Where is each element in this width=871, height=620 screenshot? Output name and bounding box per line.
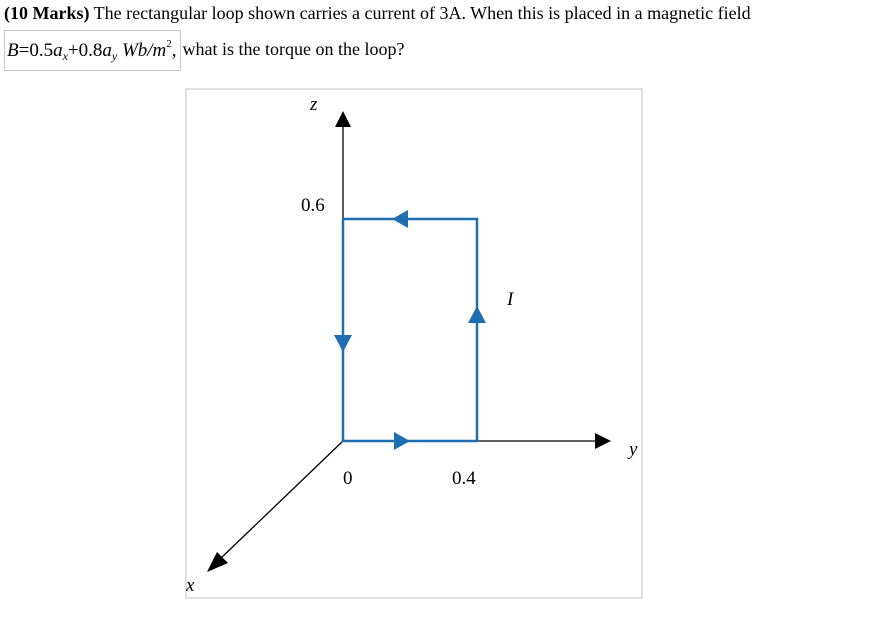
tick-label-z-0-6: 0.6	[301, 195, 325, 216]
formula-exponent: 2	[166, 38, 172, 50]
arrow-bottom-right	[394, 432, 410, 450]
current-loop	[343, 219, 477, 441]
tick-label-origin: 0	[343, 468, 353, 489]
arrow-top-left	[392, 210, 408, 228]
z-axis-label: z	[310, 94, 318, 115]
formula-plus: +0.8	[67, 40, 103, 61]
arrow-left-down	[334, 335, 352, 352]
arrow-right-up	[468, 306, 486, 323]
figure-frame	[186, 89, 642, 598]
formula-sub-x: x	[62, 49, 68, 63]
marks-label: (10 Marks)	[4, 3, 90, 23]
z-axis-arrowhead	[335, 111, 351, 127]
formula-a1: a	[53, 40, 63, 61]
y-axis-arrowhead	[595, 433, 611, 449]
y-axis-label: y	[629, 439, 638, 460]
formula-eq: =0.5	[18, 40, 54, 61]
formula-a2: a	[102, 40, 112, 61]
x-axis-label: x	[186, 575, 195, 596]
formula-unit: Wb/m	[117, 40, 167, 61]
formula-comma: ,	[171, 40, 177, 61]
x-axis	[220, 441, 343, 559]
formula-sub-y: y	[111, 49, 118, 63]
current-label: I	[507, 289, 514, 310]
formula-b-symbol: B	[7, 40, 19, 61]
tick-label-y-0-4: 0.4	[452, 468, 476, 489]
question-text-1: The rectangular loop shown carries a current of 3A. When this is placed in a magnetic field	[89, 3, 751, 23]
question-text-2: what is the torque on the loop?	[182, 39, 405, 59]
